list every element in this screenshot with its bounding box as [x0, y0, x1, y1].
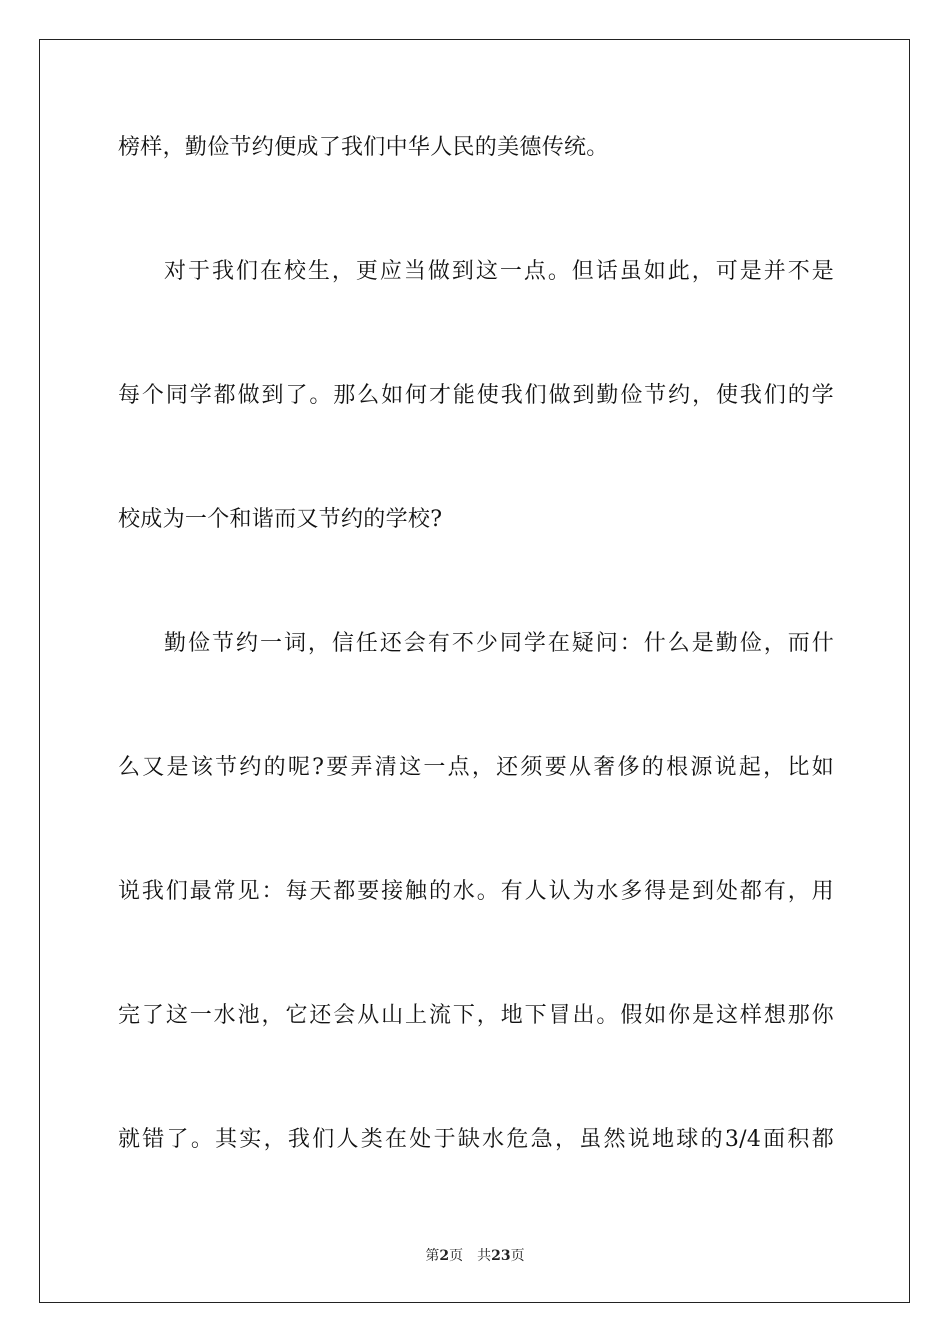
page-suffix: 页 [449, 1248, 464, 1264]
page-number: 2 [439, 1248, 450, 1264]
body-text-line: 说我们最常见：每天都要接触的水。有人认为水多得是到处都有，用 [118, 879, 834, 904]
paragraph-start-line: 对于我们在校生，更应当做到这一点。但话虽如此，可是并不是 [164, 259, 834, 284]
page-border [39, 39, 910, 1303]
body-text-line: 就错了。其实，我们人类在处于缺水危急，虽然说地球的3/4面积都 [118, 1127, 834, 1152]
total-pages: 23 [491, 1248, 511, 1264]
body-text-line: 么又是该节约的呢?要弄清这一点，还须要从奢侈的根源说起，比如 [118, 755, 834, 780]
body-text-line: 榜样，勤俭节约便成了我们中华人民的美德传统。 [118, 135, 609, 160]
body-text-line: 校成为一个和谐而又节约的学校? [118, 507, 443, 532]
body-text-line: 完了这一水池，它还会从山上流下，地下冒出。假如你是这样想那你 [118, 1003, 834, 1028]
total-suffix: 页 [510, 1248, 525, 1264]
page-footer [0, 1246, 950, 1266]
body-text-line: 每个同学都做到了。那么如何才能使我们做到勤俭节约，使我们的学 [118, 383, 834, 408]
total-prefix: 共 [477, 1248, 492, 1264]
page-prefix: 第 [425, 1248, 440, 1264]
paragraph-start-line: 勤俭节约一词，信任还会有不少同学在疑问：什么是勤俭，而什 [164, 631, 834, 656]
